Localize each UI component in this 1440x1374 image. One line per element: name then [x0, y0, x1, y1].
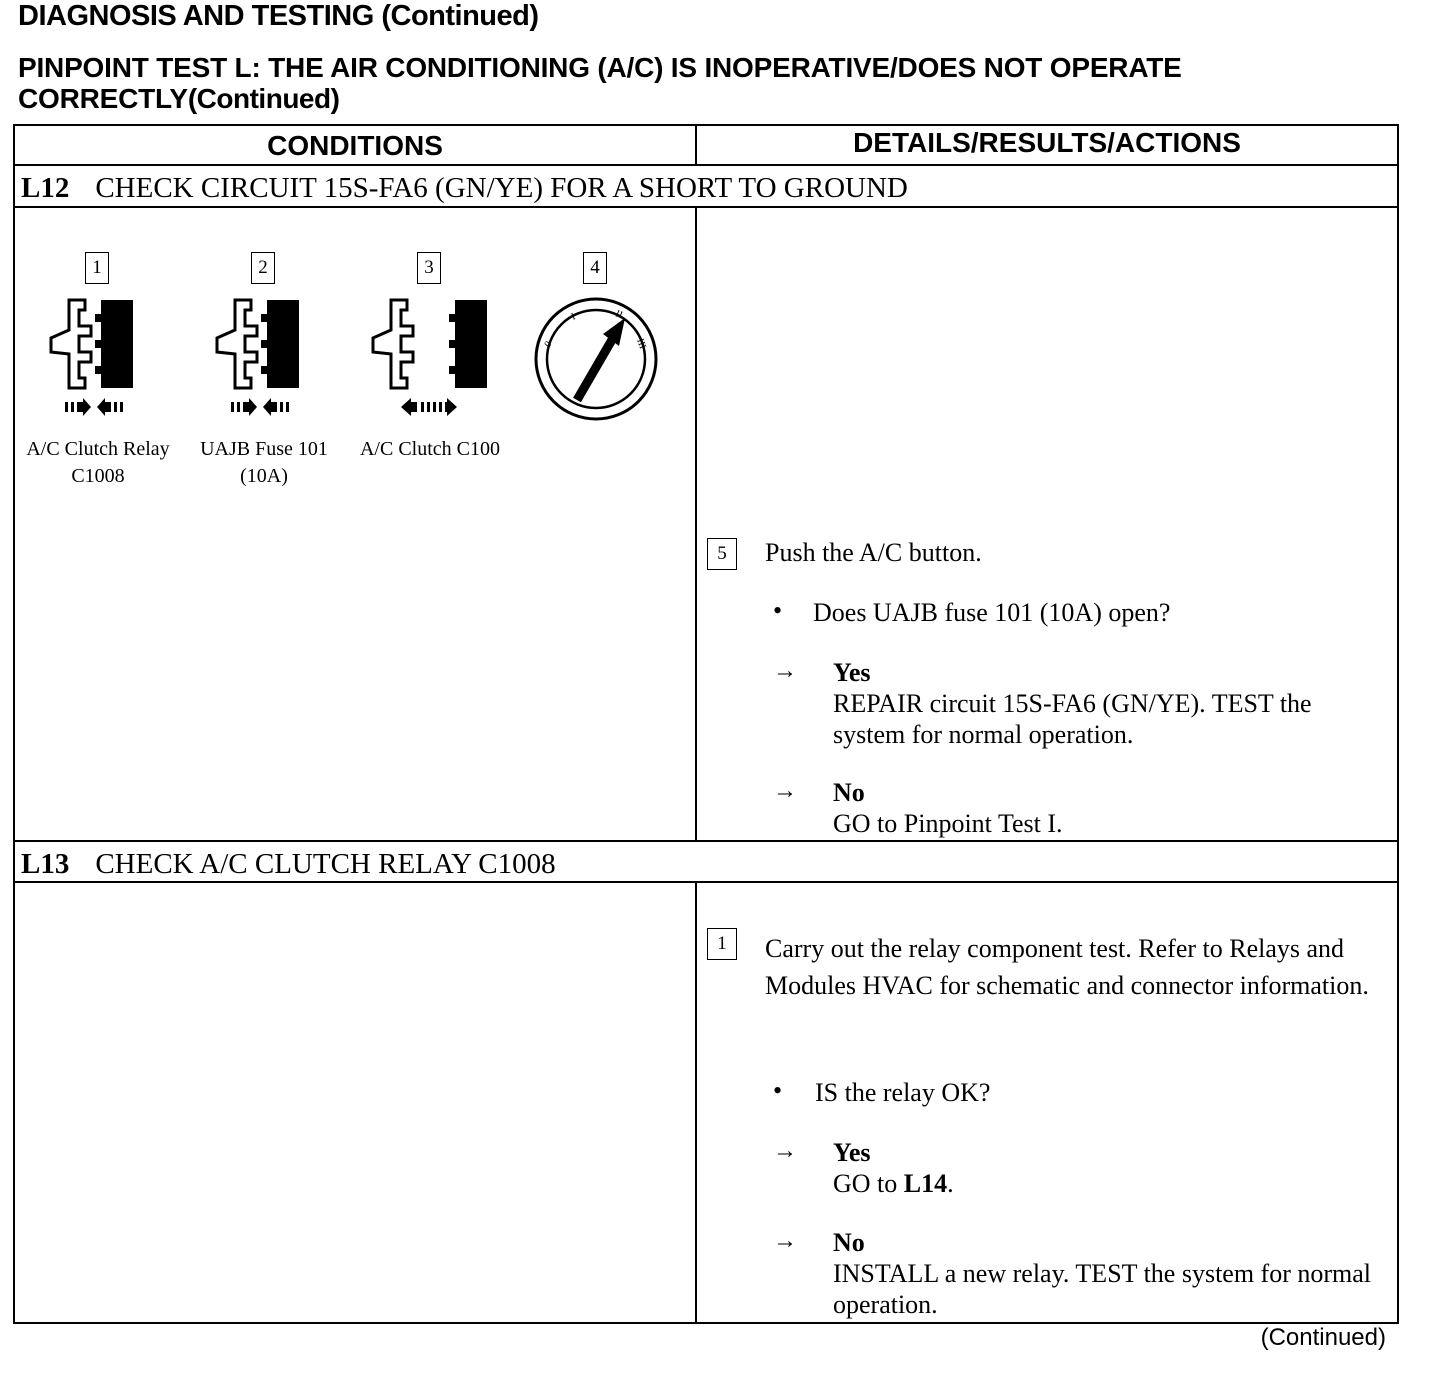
- l12-action-text: Push the A/C button.: [765, 538, 982, 567]
- l13-column-divider: [695, 881, 697, 1322]
- ignition-mark-0: 0: [542, 339, 555, 350]
- details-header: DETAILS/RESULTS/ACTIONS: [853, 127, 1241, 158]
- l12-question-text: Does UAJB fuse 101 (10A) open?: [813, 598, 1171, 627]
- ignition-mark-2: II: [613, 308, 625, 322]
- step-l13-title-row: [21, 848, 556, 881]
- pinpoint-test-title-continued: (Continued): [187, 83, 340, 114]
- conditions-header: CONDITIONS: [267, 130, 443, 161]
- icon-caption-1-line1: A/C Clutch Relay: [26, 438, 170, 460]
- l13-yes-arrow-icon: →: [773, 1138, 797, 1164]
- l13-question-bullet: •: [773, 1076, 783, 1105]
- action-number-1: 1: [707, 928, 737, 960]
- l13-yes-result-link: L14: [903, 1169, 948, 1198]
- connector-disconnect-icon: [45, 296, 141, 418]
- ignition-mark-3: III: [634, 337, 648, 351]
- l13-title-divider: [15, 881, 1397, 883]
- icon-caption-3: [347, 436, 513, 463]
- icon-caption-3-line1: A/C Clutch C100: [359, 438, 500, 460]
- l13-no-result: INSTALL a new relay. TEST the system for normal operation.: [833, 1259, 1372, 1319]
- l12-no-arrow-icon: →: [773, 778, 797, 804]
- l13-action-text: Carry out the relay component test. Refer to Relays and Modules HVAC for schematic and connector information.: [765, 934, 1369, 1000]
- page-title: DIAGNOSIS AND TESTING (Continued): [18, 0, 539, 32]
- l13-question-text: IS the relay OK?: [815, 1078, 991, 1107]
- icon-caption-2: [181, 436, 347, 490]
- step-l13-code: L13: [21, 848, 70, 880]
- l13-no-arrow-icon: →: [773, 1228, 797, 1254]
- pinpoint-test-title-text: PINPOINT TEST L: THE AIR CONDITIONING (A/C) IS INOPERATIVE/DOES NOT OPERATE CORRECTLY: [18, 52, 1182, 114]
- l13-yes-result: [833, 1168, 1373, 1199]
- step-l12-title-row: [21, 172, 908, 205]
- icon-number-4: 4: [583, 252, 607, 284]
- l13-yes-result-suffix: .: [947, 1169, 954, 1198]
- icon-number-2: 2: [251, 252, 275, 284]
- l12-no-label: No: [833, 778, 865, 807]
- l13-yes-label: Yes: [833, 1138, 871, 1167]
- l13-yes-result-prefix: GO to: [833, 1169, 904, 1198]
- l12-yes-label: Yes: [833, 658, 871, 687]
- l12-title-divider: [15, 206, 1397, 208]
- continued-footer: (Continued): [1260, 1324, 1386, 1351]
- icon-caption-2-line2: (10A): [240, 465, 288, 487]
- pinpoint-test-title: [18, 52, 1418, 114]
- l13-no-label: No: [833, 1228, 865, 1257]
- icon-caption-2-line1: UAJB Fuse 101: [200, 438, 328, 460]
- l12-yes-arrow-icon: →: [773, 658, 797, 684]
- step-l13-title: CHECK A/C CLUTCH RELAY C1008: [95, 848, 556, 880]
- icon-number-1: 1: [85, 252, 109, 284]
- diagnostic-table: [13, 124, 1399, 1324]
- connector-disconnect-icon: [211, 296, 307, 418]
- ignition-mark-1: I: [569, 311, 578, 323]
- l12-end-divider: [15, 840, 1397, 842]
- l12-yes-result: REPAIR circuit 15S-FA6 (GN/YE). TEST the system for normal operation.: [833, 689, 1312, 749]
- icon-caption-1: [15, 436, 181, 490]
- l12-no-result: GO to Pinpoint Test I.: [833, 809, 1063, 838]
- icon-caption-1-line2: C1008: [71, 465, 125, 487]
- step-l12-title: CHECK CIRCUIT 15S-FA6 (GN/YE) FOR A SHORT TO GROUND: [95, 172, 908, 204]
- l12-column-divider: [695, 206, 697, 842]
- connector-connect-icon: [365, 296, 495, 418]
- header-divider: [15, 164, 1397, 166]
- ignition-switch-icon: [533, 296, 659, 422]
- step-l12-code: L12: [21, 172, 70, 204]
- l12-question-bullet: •: [773, 596, 783, 625]
- icon-number-3: 3: [417, 252, 441, 284]
- action-number-5: 5: [707, 538, 737, 570]
